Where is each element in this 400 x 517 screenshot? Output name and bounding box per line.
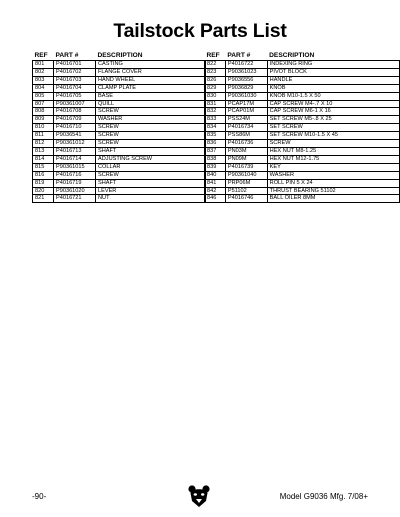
description-cell: SCREW [96, 108, 206, 116]
table-row [33, 147, 206, 155]
ref-cell: 835 [205, 132, 226, 140]
description-cell: SHAFT [96, 147, 206, 155]
part-number-cell: P4016739 [225, 163, 267, 171]
table-row [205, 171, 400, 179]
ref-cell: 809 [33, 116, 54, 124]
table-row [205, 100, 400, 108]
part-number-cell: P4016716 [54, 171, 96, 179]
description-cell: HANDLE [267, 76, 399, 84]
table-row [205, 132, 400, 140]
table-row [33, 163, 206, 171]
part-number-cell: P90361030 [225, 92, 267, 100]
description-cell: HEX NUT M8-1.25 [267, 147, 399, 155]
description-cell: COLLAR [96, 163, 206, 171]
ref-cell: 810 [33, 124, 54, 132]
description-cell: CASTING [96, 61, 206, 69]
parts-table-left [32, 51, 206, 203]
ref-cell: 823 [205, 68, 226, 76]
part-number-cell: P4016701 [54, 61, 96, 69]
ref-cell: 805 [33, 92, 54, 100]
parts-table-left-body [33, 61, 206, 203]
table-row [33, 155, 206, 163]
header-part: PART # [227, 52, 251, 59]
description-cell: WASHER [96, 116, 206, 124]
description-cell: SET SCREW M5-.8 X 25 [267, 116, 399, 124]
description-cell: SCREW [96, 140, 206, 148]
description-cell: SCREW [96, 171, 206, 179]
header-ref: REF [34, 52, 48, 59]
table-row [33, 84, 206, 92]
description-cell: LEVER [96, 187, 206, 195]
part-number-cell: P4016714 [54, 155, 96, 163]
model-info: Model G9036 Mfg. 7/08+ [279, 492, 368, 501]
table-row [205, 187, 400, 195]
header-part: PART # [55, 52, 79, 59]
ref-cell: 820 [33, 187, 54, 195]
description-cell: BALL OILER 8MM [267, 195, 399, 203]
table-row [205, 61, 400, 69]
part-number-cell: P4016734 [225, 124, 267, 132]
description-cell: BASE [96, 92, 206, 100]
page-title: Tailstock Parts List [113, 20, 287, 42]
ref-cell: 826 [205, 76, 226, 84]
description-cell: CLAMP PLATE [96, 84, 206, 92]
table-row [33, 124, 206, 132]
part-number-cell: PN09M [225, 155, 267, 163]
header-description: DESCRIPTION [97, 52, 143, 59]
description-cell: KEY [267, 163, 399, 171]
ref-cell: 802 [33, 68, 54, 76]
description-cell: HAND WHEEL [96, 76, 206, 84]
ref-cell: 833 [205, 116, 226, 124]
part-number-cell: PSS24M [225, 116, 267, 124]
table-row [205, 124, 400, 132]
description-cell: KNOB M10-1.5 X 50 [267, 92, 399, 100]
table-row [205, 92, 400, 100]
part-number-cell: PCAP01M [225, 108, 267, 116]
description-cell: CAP SCREW M4-.7 X 10 [267, 100, 399, 108]
description-cell: QUILL [96, 100, 206, 108]
table-row [33, 68, 206, 76]
part-number-cell: P90361020 [54, 187, 96, 195]
table-row [205, 140, 400, 148]
description-cell: HEX NUT M12-1.75 [267, 155, 399, 163]
description-cell: SCREW [267, 140, 399, 148]
part-number-cell: P4016719 [54, 179, 96, 187]
table-row [33, 100, 206, 108]
table-row [205, 195, 400, 203]
part-number-cell: P4016746 [225, 195, 267, 203]
part-number-cell: P9036829 [225, 84, 267, 92]
table-row [33, 116, 206, 124]
part-number-cell: P4016713 [54, 147, 96, 155]
table-row [33, 76, 206, 84]
table-row [205, 147, 400, 155]
table-row [205, 76, 400, 84]
part-number-cell: P4016704 [54, 84, 96, 92]
table-row [33, 171, 206, 179]
part-number-cell: P4016722 [225, 61, 267, 69]
ref-cell: 803 [33, 76, 54, 84]
ref-cell: 822 [205, 61, 226, 69]
part-number-cell: PCAP17M [225, 100, 267, 108]
parts-table-right [204, 51, 400, 203]
bear-head-logo-icon [187, 484, 211, 508]
description-cell: WASHER [267, 171, 399, 179]
ref-cell: 816 [33, 171, 54, 179]
ref-cell: 846 [205, 195, 226, 203]
part-number-cell: P90361012 [54, 140, 96, 148]
ref-cell: 814 [33, 155, 54, 163]
ref-cell: 821 [33, 195, 54, 203]
table-row [33, 61, 206, 69]
parts-table-right-body [205, 61, 400, 203]
ref-cell: 813 [33, 147, 54, 155]
ref-cell: 807 [33, 100, 54, 108]
ref-cell: 819 [33, 179, 54, 187]
description-cell: PIVOT BLOCK [267, 68, 399, 76]
table-row [205, 68, 400, 76]
part-number-cell: P4016721 [54, 195, 96, 203]
description-cell: NUT [96, 195, 206, 203]
part-number-cell: P4016705 [54, 92, 96, 100]
ref-cell: 831 [205, 100, 226, 108]
table-row [33, 92, 206, 100]
table-row [205, 179, 400, 187]
ref-cell: 838 [205, 155, 226, 163]
part-number-cell: PN03M [225, 147, 267, 155]
table-row [33, 108, 206, 116]
table-row [33, 187, 206, 195]
description-cell: ADJUSTING SCREW [96, 155, 206, 163]
table-row [205, 108, 400, 116]
table-row [205, 163, 400, 171]
ref-cell: 829 [205, 84, 226, 92]
table-row [33, 132, 206, 140]
ref-cell: 804 [33, 84, 54, 92]
part-number-cell: P90361007 [54, 100, 96, 108]
ref-cell: 815 [33, 163, 54, 171]
part-number-cell: P4016702 [54, 68, 96, 76]
part-number-cell: P9036541 [54, 132, 96, 140]
part-number-cell: P9036556 [225, 76, 267, 84]
ref-cell: 841 [205, 179, 226, 187]
ref-cell: 801 [33, 61, 54, 69]
part-number-cell: PSS86M [225, 132, 267, 140]
description-cell: ROLL PIN 5 X 24 [267, 179, 399, 187]
table-header-row [33, 51, 206, 61]
ref-cell: 812 [33, 140, 54, 148]
ref-cell: 837 [205, 147, 226, 155]
table-row [205, 155, 400, 163]
ref-cell: 830 [205, 92, 226, 100]
description-cell: SET SCREW [267, 124, 399, 132]
description-cell: KNOB [267, 84, 399, 92]
header-description: DESCRIPTION [269, 52, 315, 59]
description-cell: THRUST BEARING 51102 [267, 187, 399, 195]
ref-cell: 808 [33, 108, 54, 116]
table-row [33, 179, 206, 187]
ref-cell: 839 [205, 163, 226, 171]
page-number: -90- [32, 492, 47, 501]
table-row [33, 140, 206, 148]
part-number-cell: P90361040 [225, 171, 267, 179]
table-row [205, 84, 400, 92]
part-number-cell: P90361015 [54, 163, 96, 171]
part-number-cell: P90361023 [225, 68, 267, 76]
description-cell: SCREW [96, 124, 206, 132]
ref-cell: 834 [205, 124, 226, 132]
part-number-cell: P4016708 [54, 108, 96, 116]
part-number-cell: PRP06M [225, 179, 267, 187]
table-row [205, 116, 400, 124]
part-number-cell: P4016736 [225, 140, 267, 148]
ref-cell: 840 [205, 171, 226, 179]
table-row [33, 195, 206, 203]
description-cell: SHAFT [96, 179, 206, 187]
part-number-cell: P4016703 [54, 76, 96, 84]
header-ref: REF [206, 52, 220, 59]
ref-cell: 811 [33, 132, 54, 140]
ref-cell: 832 [205, 108, 226, 116]
table-header-row [205, 51, 400, 61]
part-number-cell: P51102 [225, 187, 267, 195]
description-cell: FLANGE COVER [96, 68, 206, 76]
part-number-cell: P4016709 [54, 116, 96, 124]
description-cell: SET SCREW M10-1.5 X 45 [267, 132, 399, 140]
ref-cell: 842 [205, 187, 226, 195]
part-number-cell: P4016710 [54, 124, 96, 132]
ref-cell: 836 [205, 140, 226, 148]
description-cell: SCREW [96, 132, 206, 140]
description-cell: CAP SCREW M6-1 X 16 [267, 108, 399, 116]
description-cell: INDEXING RING [267, 61, 399, 69]
